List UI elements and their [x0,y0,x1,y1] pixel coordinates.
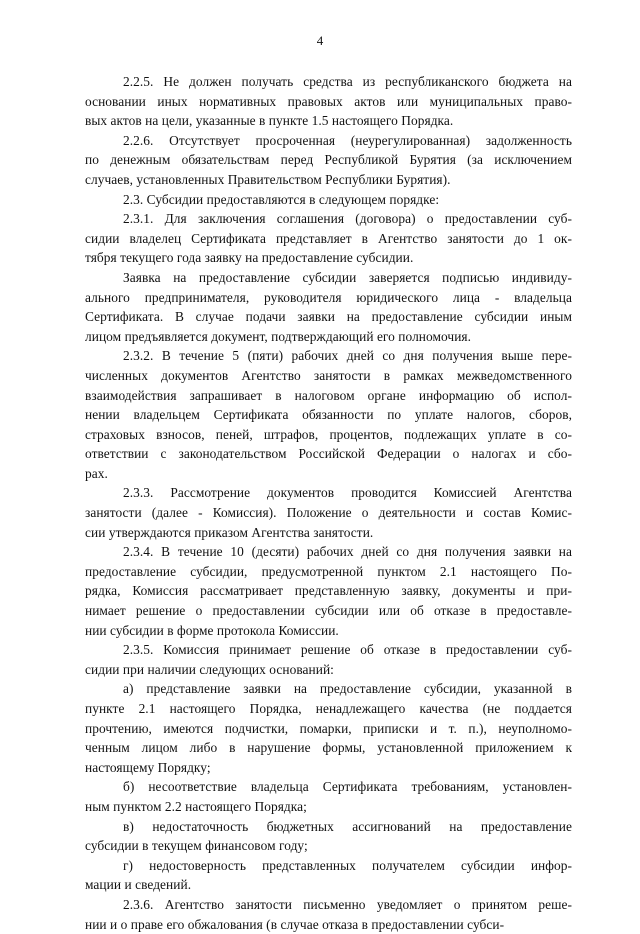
text-line: численных документов Агентство занятости в рамках межведомственного [85,367,572,383]
paragraph-p-2-3-5 [85,640,572,679]
text-line: случаев, установленных Правительством Республики Бурятия). [85,171,451,187]
text-line: 2.3.4. В течение 10 (десяти) рабочих дней со дня получения заявки на [123,544,572,560]
paragraph-p-2-3-2 [85,346,572,483]
paragraph-p-2-3-1 [85,209,572,268]
paragraph-p-g [85,856,572,895]
text-line: занятости (далее - Комиссия). Положение о деятельности и состав Комис- [85,505,572,521]
text-line: б) несоответствие владельца Сертификата требованиям, установлен- [123,779,572,795]
text-line: 2.3.5. Комиссия принимает решение об отказе в предоставлении суб- [123,642,572,658]
paragraph-p-2-3 [85,190,572,210]
text-line: основании иных нормативных правовых актов или муниципальных право- [85,93,572,109]
paragraph-p-v [85,817,572,856]
text-line: в) недостаточность бюджетных ассигнований на предоставление [123,818,572,834]
text-line: Сертификата. В случае подачи заявки на предоставление субсидии иным [85,309,572,325]
text-line: страховых взносов, пеней, штрафов, процентов, подлежащих уплате в со- [85,426,572,442]
text-line: рядка, Комиссия рассматривает представленную заявку, документы и при- [85,583,572,599]
text-line: 2.2.6. Отсутствует просроченная (неурегулированная) задолженность [123,132,572,148]
text-line: нении владельцем Сертификата обязанности по уплате налогов, сборов, [85,407,572,423]
text-line: субсидии в текущем финансовом году; [85,838,308,854]
text-line: прочтению, имеются подчистки, помарки, приписки и т. п.), неуполномо- [85,720,572,736]
text-line: нии субсидии в форме протокола Комиссии. [85,622,339,638]
text-line: 2.3.1. Для заключения соглашения (договора) о предоставлении суб- [123,211,572,227]
text-line: сидии при наличии следующих оснований: [85,661,334,677]
paragraph-p-zayavka [85,268,572,346]
text-line: по денежным обязательствам перед Республикой Бурятия (за исключением [85,152,572,168]
paragraph-p-a [85,679,572,777]
text-line: 2.3.2. В течение 5 (пяти) рабочих дней со дня получения выше пере- [123,348,572,364]
text-line: взаимодействия запрашивает в налоговом органе информацию об испол- [85,387,572,403]
text-line: 2.2.5. Не должен получать средства из республиканского бюджета на [123,74,572,89]
text-line: 2.3.6. Агентство занятости письменно уведомляет о принятом реше- [123,896,572,912]
text-line: предоставление субсидии, предусмотренной пунктом 2.1 настоящего По- [85,563,572,579]
text-line: нии и о праве его обжалования (в случае отказа в предоставлении субси- [85,916,505,932]
text-line: ченным лицом либо в нарушение формы, установленной приложением к [85,740,572,756]
text-line: рах. [85,465,108,481]
text-line: настоящему Порядку; [85,759,211,775]
paragraph-p-b [85,777,572,816]
text-line: пункте 2.1 настоящего Порядка, ненадлежащего качества (не поддается [85,701,572,716]
text-line: лицом предъявляется документ, подтверждающий его полномочия. [85,328,472,344]
paragraph-p-2-3-3 [85,483,572,542]
text-line: сидии владелец Сертификата представляет в Агентство занятости до 1 ок- [85,230,572,246]
text-line: ответствии с законодательством Российской Федерации о налогах и сбо- [85,446,572,462]
page-number: 4 [316,33,324,48]
document-body [85,72,572,934]
paragraph-p-2-2-6 [85,131,572,190]
text-line: нимает решение о предоставлении субсидии или об отказе в предоставле- [85,603,572,619]
text-line: 2.3. Субсидии предоставляются в следующем порядке: [123,191,440,207]
text-line: сии утверждаются приказом Агентства занятости. [85,524,374,540]
text-line: тября текущего года заявку на предоставление субсидии. [85,250,414,266]
paragraph-p-2-3-4 [85,542,572,640]
text-line: Заявка на предоставление субсидии заверяется подписью индивиду- [123,269,572,285]
paragraph-p-2-2-5 [85,72,572,131]
text-line: ального предпринимателя, руководителя юридического лица - владельца [85,289,572,305]
text-line: а) представление заявки на предоставление субсидии, указанной в [123,681,572,697]
text-line: ным пунктом 2.2 настоящего Порядка; [85,798,307,814]
text-line: мации и сведений. [85,877,192,893]
paragraph-p-2-3-6 [85,895,572,934]
text-line: 2.3.3. Рассмотрение документов проводится Комиссией Агентства [123,485,572,501]
text-line: вых актов на цели, указанные в пункте 1.5 настоящего Порядка. [85,113,454,129]
text-line: г) недостоверность представленных получателем субсидии инфор- [123,857,572,873]
